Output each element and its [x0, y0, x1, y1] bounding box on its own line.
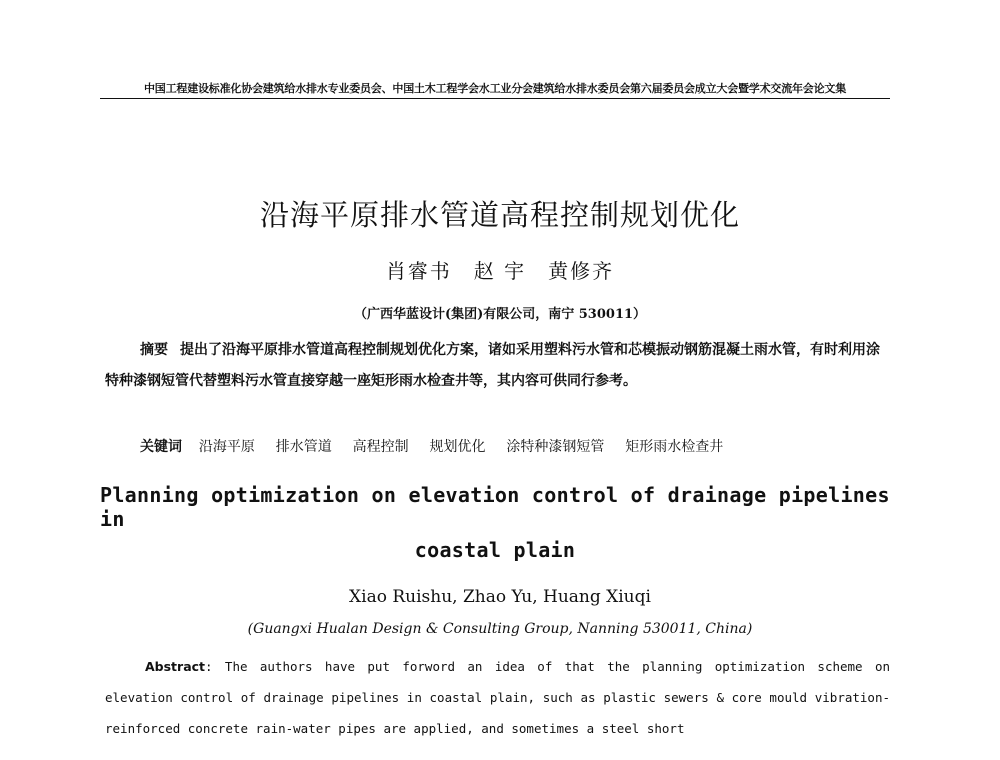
english-abstract-text: : The authors have put forword an idea of that the planning optimization scheme on elevation control of drainage pipelines in coastal plain, such as plastic sewers & core mould vibration-reinforced concrete rain-water pipes are applied, and sometimes a steel short — [105, 659, 890, 736]
running-header: 中国工程建设标准化协会建筑给水排水专业委员会、中国土木工程学会水工业分会建筑给水排水委员会第六届委员会成立大会暨学术交流年会论文集 — [144, 82, 846, 95]
abstract-text: 提出了沿海平原排水管道高程控制规划优化方案，诸如采用塑料污水管和芯模振动钢筋混凝土雨水管，有时利用涂特种漆钢短管代替塑料污水管直接穿越一座矩形雨水检查井等，其内容可供同行参考。 — [105, 342, 880, 389]
author-list: 肖睿书 赵 宇 黄修齐 — [385, 259, 615, 283]
english-title-line-1: Planning optimization on elevation control of drainage pipelines in — [100, 483, 890, 531]
header-rule — [100, 98, 890, 99]
english-authors: Xiao Ruishu, Zhao Yu, Huang Xiuqi — [349, 587, 651, 607]
keyword: 规划优化 — [429, 439, 486, 455]
paper-title: 沿海平原排水管道高程控制规划优化 — [259, 198, 740, 232]
keyword: 涂特种漆钢短管 — [506, 439, 605, 455]
english-affiliation: (Guangxi Hualan Design & Consulting Group, Nanning 530011, China) — [247, 621, 753, 637]
keywords-label: 关键词 — [140, 439, 182, 455]
english-title-line-2: coastal plain — [414, 538, 576, 562]
affiliation: （广西华蓝设计(集团)有限公司，南宁 530011） — [353, 307, 647, 322]
english-abstract — [105, 651, 890, 744]
keyword: 高程控制 — [352, 439, 409, 455]
keyword: 排水管道 — [275, 439, 332, 455]
chinese-keywords — [105, 432, 890, 463]
english-abstract-label: Abstract — [145, 659, 206, 674]
abstract-label: 摘要 — [140, 342, 168, 358]
chinese-abstract — [105, 335, 890, 397]
keyword: 矩形雨水检查井 — [625, 439, 724, 455]
keyword: 沿海平原 — [198, 439, 255, 455]
